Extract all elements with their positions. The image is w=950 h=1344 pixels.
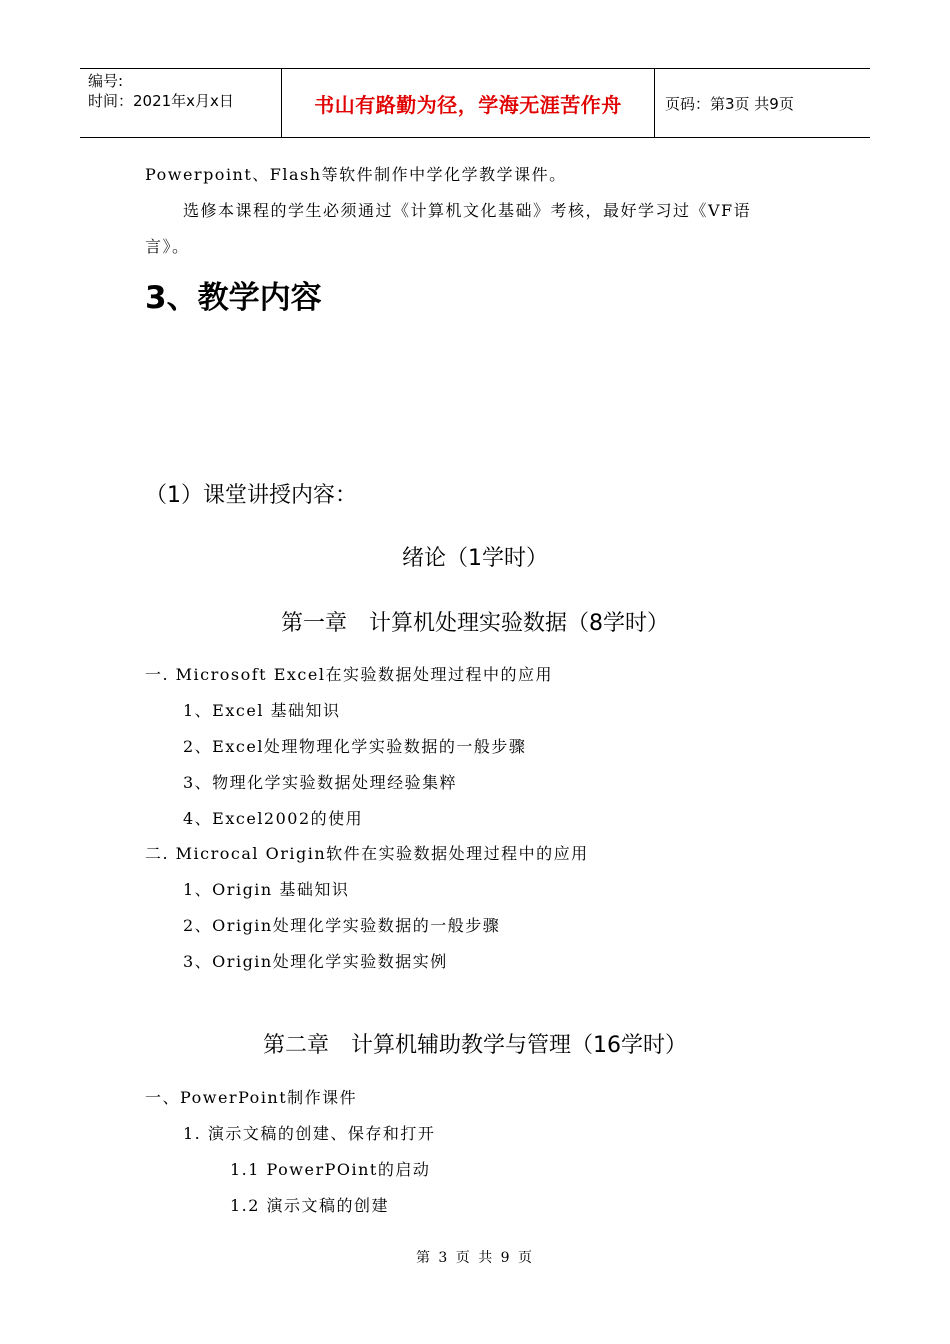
chapter1-title: 第一章 计算机处理实验数据（8学时） (281, 611, 669, 636)
time-label: 时间：2021年x月x日 (88, 92, 234, 110)
list-item: 4、Excel2002的使用 (183, 809, 364, 828)
list-item: 2、Origin处理化学实验数据的一般步骤 (183, 916, 501, 935)
intro-line-3: 言》。 (145, 237, 190, 256)
list-item: 1、Excel 基础知识 (183, 701, 341, 720)
list-item: 1. 演示文稿的创建、保存和打开 (183, 1124, 436, 1143)
chapter2-title: 第二章 计算机辅助教学与管理（16学时） (263, 1033, 687, 1058)
intro-line-2: 选修本课程的学生必须通过《计算机文化基础》考核，最好学习过《VF语 (183, 201, 752, 220)
list-item: 3、物理化学实验数据处理经验集粹 (183, 773, 458, 792)
intro-line-1: Powerpoint、Flash等软件制作中学化学教学课件。 (145, 165, 567, 184)
chapter1-part1: 一. Microsoft Excel在实验数据处理过程中的应用 (145, 665, 553, 684)
header-motto: 书山有路勤为径，学海无涯苦作舟 (314, 92, 622, 117)
list-item: 1、Origin 基础知识 (183, 880, 350, 899)
header-meta (80, 69, 282, 137)
list-item: 1.1 PowerPOint的启动 (230, 1160, 431, 1179)
header-motto-cell (282, 69, 655, 137)
list-item: 2、Excel处理物理化学实验数据的一般步骤 (183, 737, 527, 756)
header-page-info: 页码：第3页 共9页 (665, 94, 794, 113)
number-label: 编号: (88, 72, 124, 90)
page-header (80, 68, 870, 138)
list-item: 3、Origin处理化学实验数据实例 (183, 952, 448, 971)
intro-heading: 绪论（1学时） (402, 546, 548, 571)
chapter1-part2: 二. Microcal Origin软件在实验数据处理过程中的应用 (145, 844, 589, 863)
page-footer: 第 3 页 共 9 页 (415, 1250, 535, 1266)
subsection-title: （1）课堂讲授内容： (145, 483, 357, 508)
chapter2-part1: 一、PowerPoint制作课件 (145, 1088, 358, 1107)
list-item: 1.2 演示文稿的创建 (230, 1196, 390, 1215)
section-title: 3、教学内容 (145, 280, 322, 316)
